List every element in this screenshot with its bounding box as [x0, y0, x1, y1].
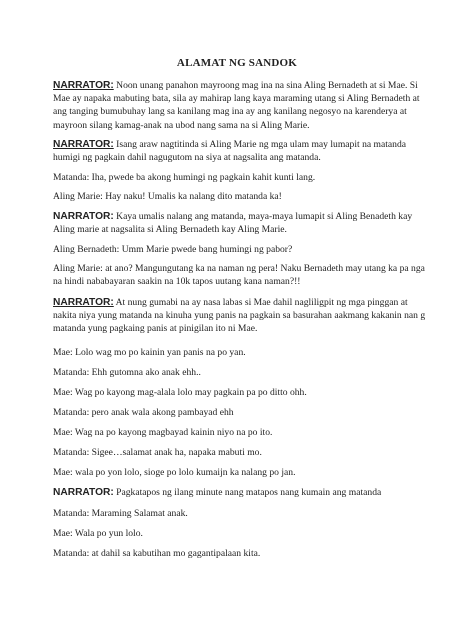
dialogue-line: Aling Bernadeth: Umm Marie pwede bang humingi ng pabor?	[53, 244, 293, 255]
paragraph-text: At nung gumabi na ay nasa labas si Mae dahil nagliligpit ng mga pinggan at nakita niya yung matanda na kinuha yung panis na pagkain sa basurahan aakmang kakanin nan g matanda yung pagkaing panis at pinigilan ito ni Mae.	[53, 297, 426, 335]
dialogue-line: Matanda: Maraming Salamat anak.	[53, 508, 188, 519]
dialogue-line: Matanda: pero anak wala akong pambayad ehh	[53, 407, 234, 418]
paragraph-text: Kaya umalis nalang ang matanda, maya-maya lumapit si Aling Benadeth kay Aling marie at nagsalita si Aling Bernadeth kay Aling Marie.	[53, 211, 413, 236]
narration-paragraph	[53, 296, 429, 336]
dialogue-line: Matanda: Ehh gutomna ako anak ehh..	[53, 367, 201, 378]
narration-paragraph	[53, 79, 429, 132]
paragraph-text: Noon unang panahon mayroong mag ina na sina Aling Bernadeth at si Mae. Si Mae ay napaka mabuting bata, sila ay mahirap lang kaya maraming utang si Aling Bernadeth at ang tanging bumubuhay lang sa kanilang mag ina ay ang kanilang negosyo na karenderya at mayroon silang kamag-anak na ubod nang sama na si Aling Marie.	[53, 80, 420, 131]
dialogue-line: Matanda: Iha, pwede ba akong humingi ng pagkain kahit kunti lang.	[53, 172, 316, 183]
narration-paragraph	[53, 138, 429, 164]
paragraph-text: Pagkatapos ng ilang minute nang matapos nang kumain ang matanda	[113, 487, 382, 498]
paragraph-text: Isang araw nagtitinda si Aling Marie ng mga ulam may lumapit na matanda humigi ng pagkain dahil nagugutom na siya at nagsalita ang matanda.	[53, 139, 407, 164]
dialogue-line: Mae: Wag na po kayong magbayad kainin niyo na po ito.	[53, 427, 273, 438]
dialogue-line: Aling Marie: Hay naku! Umalis ka nalang dito matanda ka!	[53, 191, 282, 202]
dialogue-line: Mae: Wala po yun lolo.	[53, 528, 143, 539]
dialogue-line: Mae: Lolo wag mo po kainin yan panis na po yan.	[53, 347, 246, 358]
document-title: ALAMAT NG SANDOK	[176, 57, 298, 69]
dialogue-line: Aling Marie: at ano? Mangungutang ka na naman ng pera! Naku Bernadeth may utang ka pa nga na hindi nababayaran saakin na 10k tapos uutang kana naman?!!	[53, 263, 425, 288]
speaker-label: NARRATOR:	[53, 487, 114, 498]
speaker-label: NARRATOR:	[53, 211, 114, 222]
speaker-label: NARRATOR:	[53, 80, 114, 91]
dialogue-line: Matanda: at dahil sa kabutihan mo gagantipalaan kita.	[53, 548, 261, 559]
narration-paragraph	[53, 486, 429, 499]
narration-paragraph	[53, 210, 429, 236]
dialogue-line: Matanda: Sigee…salamat anak ha, napaka mabuti mo.	[53, 447, 262, 458]
speaker-label: NARRATOR:	[53, 297, 114, 308]
dialogue-line: Mae: Wag po kayong mag-alala lolo may pagkain pa po ditto ohh.	[53, 387, 307, 398]
speaker-label: NARRATOR:	[53, 139, 114, 150]
dialogue-line: Mae: wala po yon lolo, sioge po lolo kumaijn ka nalang po jan.	[53, 467, 296, 478]
